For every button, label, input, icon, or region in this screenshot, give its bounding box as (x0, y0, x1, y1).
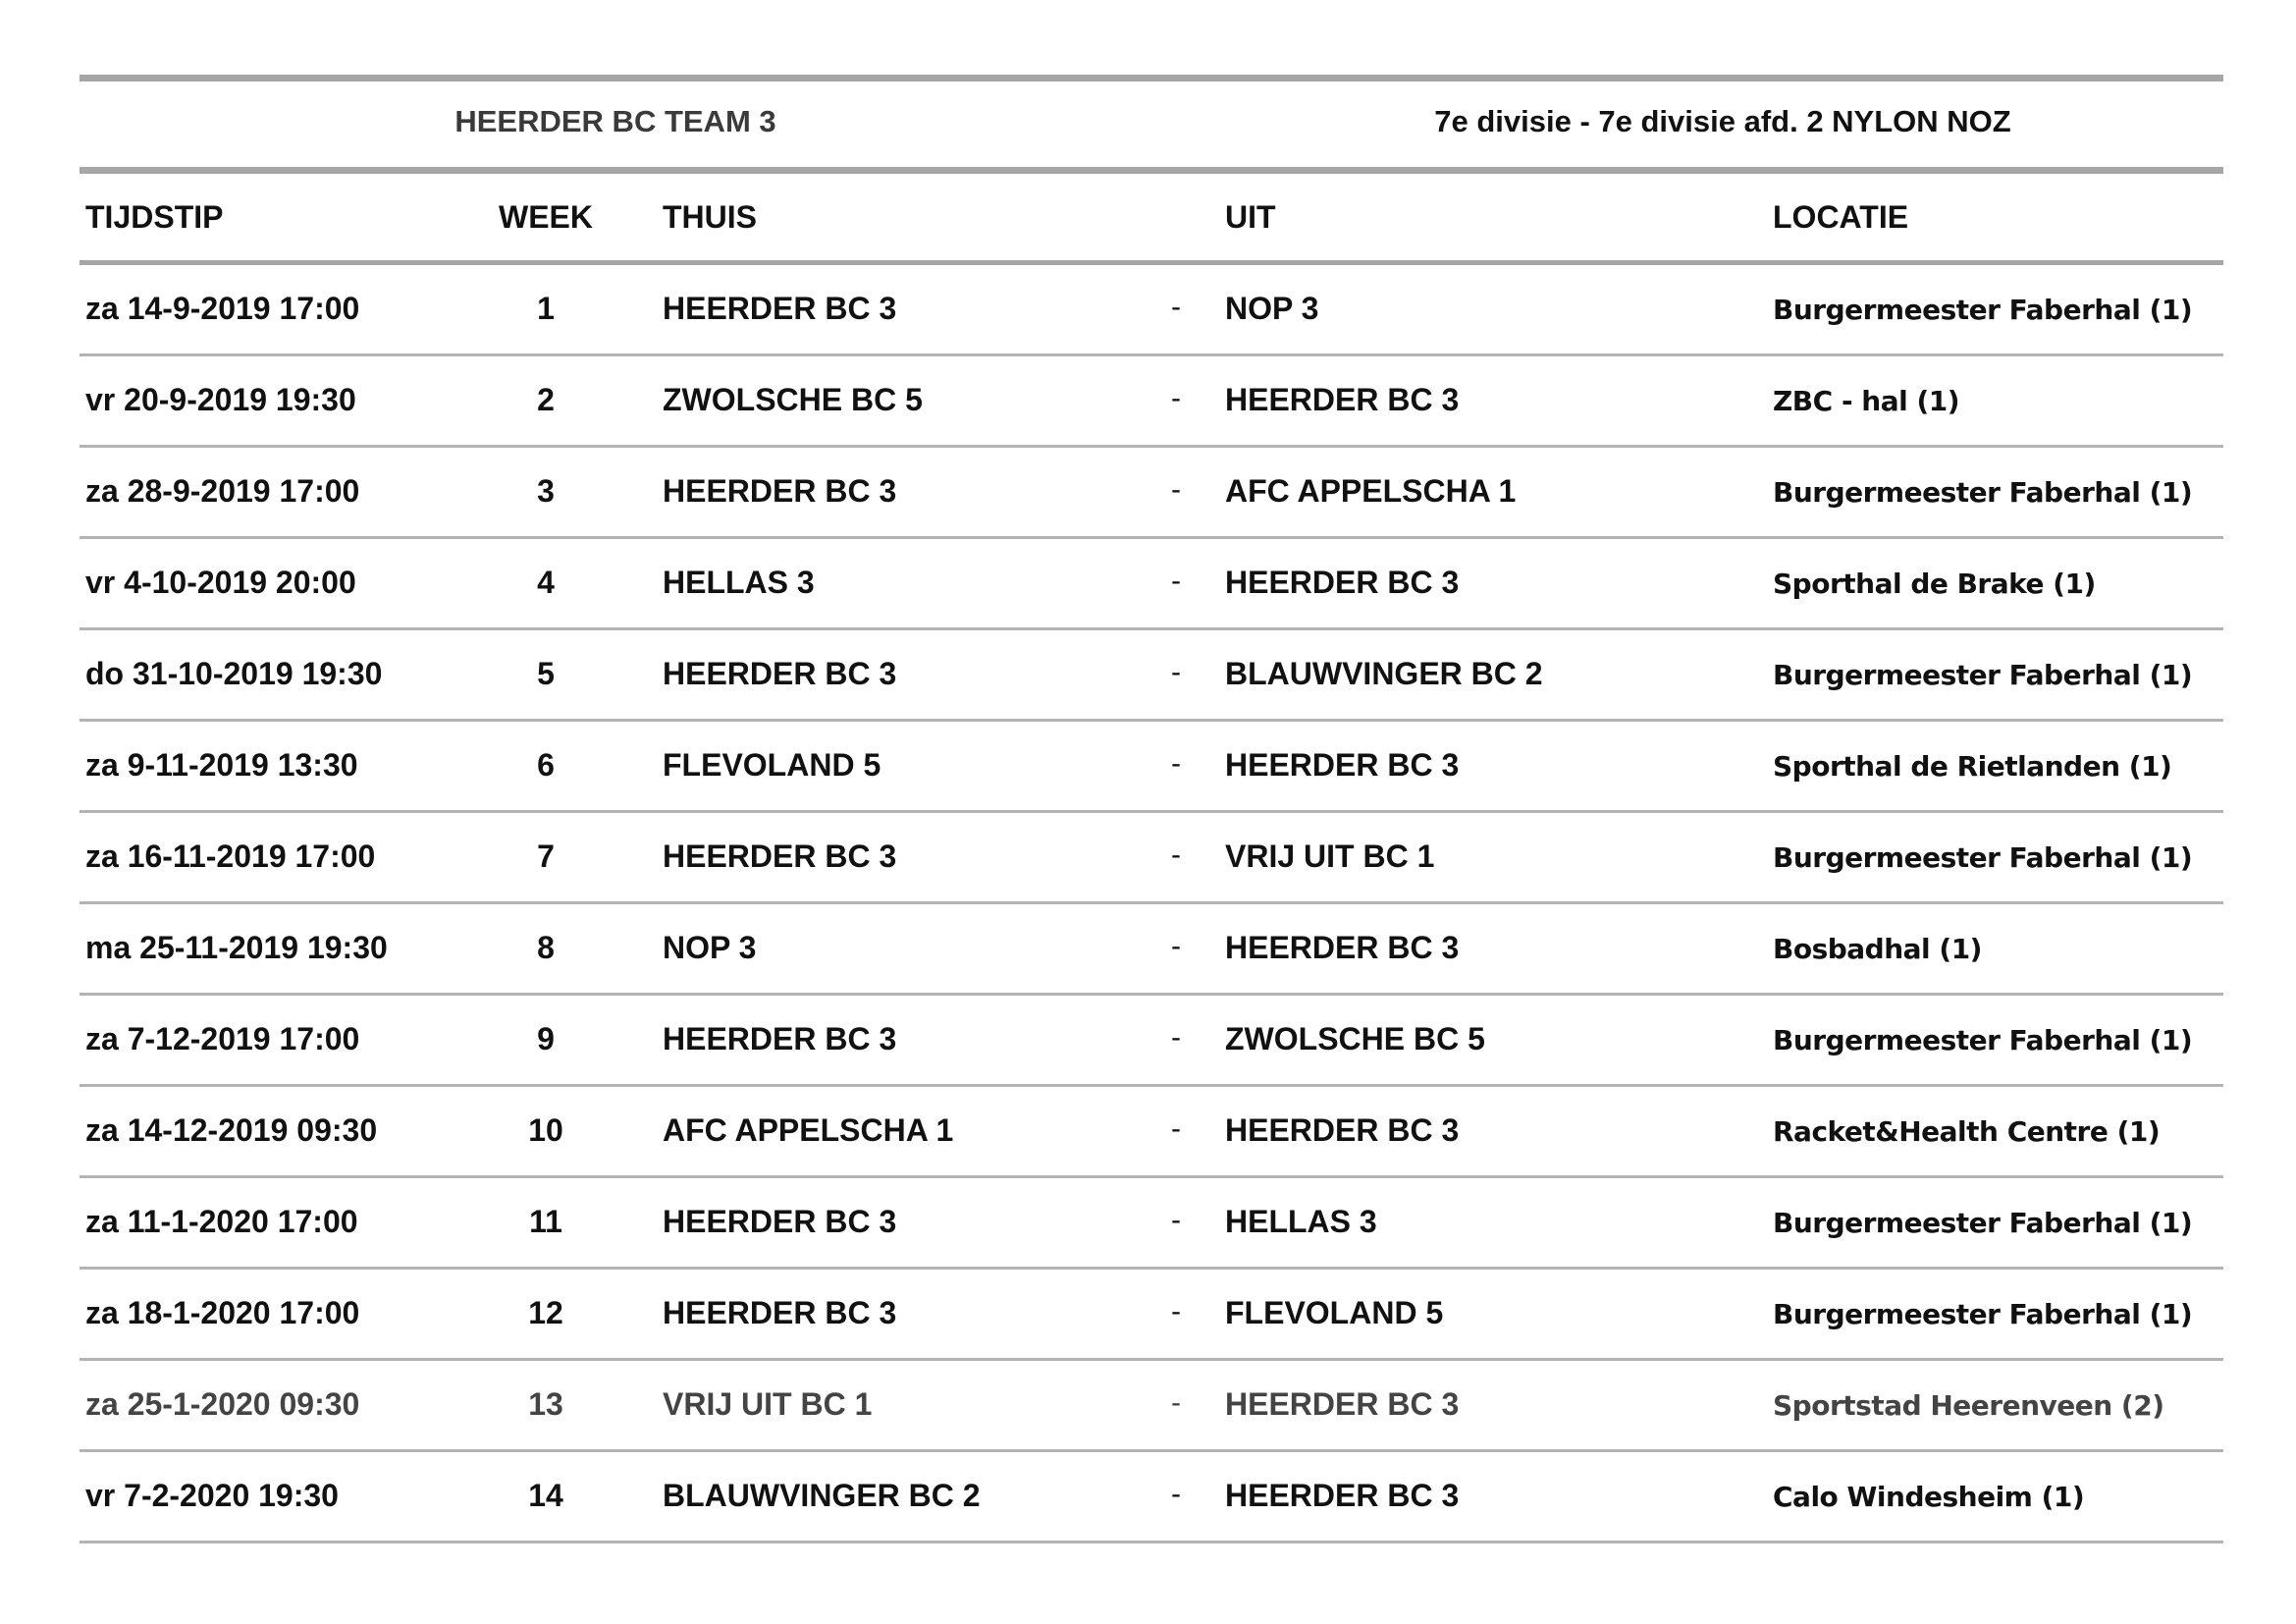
cell-week: 11 (529, 1204, 562, 1239)
cell-uit: HEERDER BC 3 (1225, 747, 1460, 783)
division-title: 7e divisie - 7e divisie afd. 2 NYLON NOZ (1434, 104, 2011, 138)
table-row (0, 1361, 2296, 1452)
cell-thuis: HEERDER BC 3 (663, 656, 897, 691)
cell-thuis: HEERDER BC 3 (663, 839, 897, 874)
cell-thuis: HEERDER BC 3 (663, 1021, 897, 1056)
cell-week: 6 (537, 747, 555, 783)
cell-uit: HEERDER BC 3 (1225, 1478, 1460, 1513)
cell-week: 4 (537, 565, 555, 600)
cell-uit: HEERDER BC 3 (1225, 930, 1460, 965)
cell-week: 12 (528, 1295, 563, 1330)
cell-thuis: NOP 3 (663, 930, 757, 965)
cell-thuis: HEERDER BC 3 (663, 1295, 897, 1330)
column-header-locatie: LOCATIE (1773, 199, 1909, 235)
cell-tijdstip: vr 7-2-2020 19:30 (85, 1478, 339, 1513)
cell-tijdstip: ma 25-11-2019 19:30 (85, 930, 388, 965)
cell-week: 1 (537, 291, 555, 326)
table-row (0, 722, 2296, 813)
cell-week: 8 (537, 930, 555, 965)
table-row (0, 996, 2296, 1087)
title-bottom-rule (80, 167, 2223, 174)
cell-tijdstip: za 18-1-2020 17:00 (85, 1295, 360, 1330)
cell-week: 13 (528, 1386, 563, 1422)
match-separator: - (1171, 473, 1181, 506)
top-rule (80, 75, 2223, 81)
cell-thuis: HEERDER BC 3 (663, 1204, 897, 1239)
cell-locatie: Burgermeester Faberhal (1) (1773, 1298, 2193, 1330)
cell-locatie: Burgermeester Faberhal (1) (1773, 841, 2193, 874)
match-separator: - (1171, 747, 1181, 780)
match-separator: - (1171, 839, 1181, 871)
cell-uit: AFC APPELSCHA 1 (1225, 473, 1517, 509)
table-row (0, 1452, 2296, 1543)
cell-tijdstip: za 25-1-2020 09:30 (85, 1386, 360, 1422)
match-separator: - (1171, 291, 1181, 323)
column-header-week: WEEK (499, 199, 593, 235)
table-row (0, 1270, 2296, 1361)
cell-tijdstip: za 7-12-2019 17:00 (85, 1021, 360, 1056)
match-separator: - (1171, 656, 1181, 688)
table-row (0, 448, 2296, 539)
cell-tijdstip: za 14-12-2019 09:30 (85, 1112, 378, 1148)
cell-uit: HEERDER BC 3 (1225, 382, 1460, 417)
cell-thuis: HEERDER BC 3 (663, 473, 897, 509)
cell-tijdstip: za 28-9-2019 17:00 (85, 473, 360, 509)
cell-week: 7 (537, 839, 555, 874)
match-separator: - (1171, 1112, 1181, 1145)
table-row (0, 265, 2296, 356)
cell-thuis: ZWOLSCHE BC 5 (663, 382, 923, 417)
cell-tijdstip: za 9-11-2019 13:30 (85, 747, 358, 783)
cell-locatie: ZBC - hal (1) (1773, 385, 1960, 417)
cell-week: 3 (537, 473, 555, 509)
cell-week: 2 (537, 382, 555, 417)
cell-locatie: Burgermeester Faberhal (1) (1773, 659, 2193, 691)
cell-locatie: Sporthal de Rietlanden (1) (1773, 750, 2172, 783)
cell-thuis: FLEVOLAND 5 (663, 747, 881, 783)
cell-thuis: AFC APPELSCHA 1 (663, 1112, 954, 1148)
table-row (0, 813, 2296, 904)
match-separator: - (1171, 930, 1181, 962)
cell-uit: HEERDER BC 3 (1225, 1112, 1460, 1148)
cell-uit: NOP 3 (1225, 291, 1319, 326)
match-separator: - (1171, 565, 1181, 597)
match-separator: - (1171, 1021, 1181, 1054)
table-row (0, 1178, 2296, 1270)
cell-uit: BLAUWVINGER BC 2 (1225, 656, 1543, 691)
cell-tijdstip: do 31-10-2019 19:30 (85, 656, 383, 691)
cell-uit: HEERDER BC 3 (1225, 565, 1460, 600)
table-row (0, 356, 2296, 448)
match-separator: - (1171, 1204, 1181, 1236)
match-separator: - (1171, 1478, 1181, 1510)
column-header-tijdstip: TIJDSTIP (85, 199, 224, 235)
cell-locatie: Burgermeester Faberhal (1) (1773, 294, 2193, 326)
match-separator: - (1171, 1295, 1181, 1327)
column-header-uit: UIT (1225, 199, 1276, 235)
cell-week: 9 (537, 1021, 555, 1056)
table-row (0, 1087, 2296, 1178)
table-row (0, 630, 2296, 722)
cell-tijdstip: za 16-11-2019 17:00 (85, 839, 376, 874)
table-row (0, 539, 2296, 630)
cell-tijdstip: za 11-1-2020 17:00 (85, 1204, 358, 1239)
row-divider (80, 1541, 2223, 1543)
team-title: HEERDER BC TEAM 3 (454, 104, 776, 138)
match-separator: - (1171, 1386, 1181, 1419)
cell-thuis: VRIJ UIT BC 1 (663, 1386, 873, 1422)
match-separator: - (1171, 382, 1181, 414)
cell-thuis: HELLAS 3 (663, 565, 815, 600)
cell-locatie: Burgermeester Faberhal (1) (1773, 476, 2193, 509)
cell-tijdstip: vr 4-10-2019 20:00 (85, 565, 356, 600)
cell-locatie: Sporthal de Brake (1) (1773, 568, 2096, 600)
cell-tijdstip: vr 20-9-2019 19:30 (85, 382, 356, 417)
cell-uit: HELLAS 3 (1225, 1204, 1377, 1239)
cell-uit: FLEVOLAND 5 (1225, 1295, 1444, 1330)
cell-tijdstip: za 14-9-2019 17:00 (85, 291, 360, 326)
cell-locatie: Sportstad Heerenveen (2) (1773, 1389, 2164, 1422)
cell-uit: HEERDER BC 3 (1225, 1386, 1460, 1422)
table-row (0, 904, 2296, 996)
cell-uit: VRIJ UIT BC 1 (1225, 839, 1435, 874)
cell-thuis: HEERDER BC 3 (663, 291, 897, 326)
cell-locatie: Calo Windesheim (1) (1773, 1481, 2085, 1513)
column-header-thuis: THUIS (663, 199, 757, 235)
cell-week: 14 (528, 1478, 563, 1513)
cell-locatie: Bosbadhal (1) (1773, 933, 1982, 965)
cell-locatie: Burgermeester Faberhal (1) (1773, 1207, 2193, 1239)
cell-uit: ZWOLSCHE BC 5 (1225, 1021, 1485, 1056)
cell-week: 5 (537, 656, 555, 691)
cell-locatie: Burgermeester Faberhal (1) (1773, 1024, 2193, 1056)
cell-thuis: BLAUWVINGER BC 2 (663, 1478, 981, 1513)
cell-locatie: Racket&Health Centre (1) (1773, 1115, 2161, 1148)
cell-week: 10 (528, 1112, 563, 1148)
